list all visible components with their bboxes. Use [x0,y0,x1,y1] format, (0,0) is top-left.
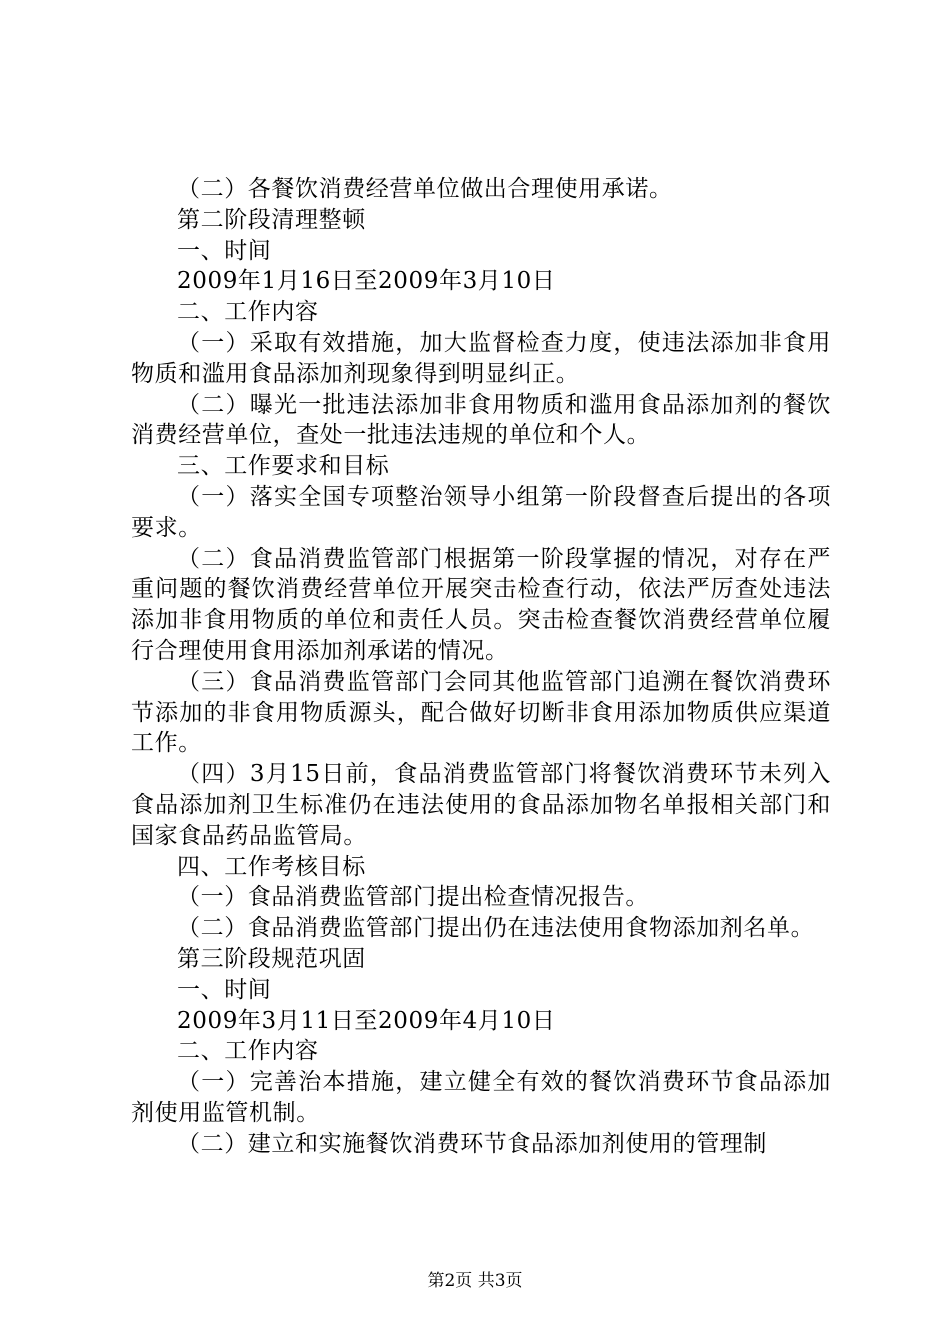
paragraph: （二）曝光一批违法添加非食用物质和滥用食品添加剂的餐饮消费经营单位，查处一批违法违规的单位和个人。 [131,391,831,449]
subheading: 二、工作内容 [177,299,319,326]
paragraph: 2009年3月11日至2009年4月10日 [177,1007,556,1034]
paragraph: （一）食品消费监管部门提出检查情况报告。 [177,884,649,911]
document-body [131,174,831,1160]
section-heading: 第二阶段清理整顿 [177,206,366,233]
subheading: 四、工作考核目标 [177,853,366,880]
paragraph: （一）落实全国专项整治领导小组第一阶段督查后提出的各项要求。 [131,483,831,541]
section-heading: 第三阶段规范巩固 [177,945,366,972]
paragraph: 2009年1月16日至2009年3月10日 [177,268,556,295]
paragraph: （四）3月15日前，食品消费监管部门将餐饮消费环节未列入食品添加剂卫生标准仍在违法使用的食品添加物名单报相关部门和国家食品药品监管局。 [131,761,831,849]
paragraph: （二）食品消费监管部门提出仍在违法使用食物添加剂名单。 [177,915,815,942]
paragraph: （三）食品消费监管部门会同其他监管部门追溯在餐饮消费环节添加的非食用物质源头，配合做好切断非食用添加物质供应渠道工作。 [131,668,831,757]
paragraph: （二）食品消费监管部门根据第一阶段掌握的情况，对存在严重问题的餐饮消费经营单位开展突击检查行动，依法严厉查处违法添加非食用物质的单位和责任人员。突击检查餐饮消费经营单位履行合理使用食用添加剂承诺的情况。 [131,545,831,664]
paragraph: （二）各餐饮消费经营单位做出合理使用承诺。 [177,176,673,202]
page-footer [0,1270,950,1292]
subheading: 二、工作内容 [177,1038,319,1065]
paragraph: （二）建立和实施餐饮消费环节食品添加剂使用的管理制 [177,1130,767,1157]
page-number-label: 第2页 共3页 [427,1271,523,1291]
subheading: 三、工作要求和目标 [177,453,390,480]
subheading: 一、时间 [177,976,272,1003]
subheading: 一、时间 [177,237,272,264]
paragraph: （一）完善治本措施，建立健全有效的餐饮消费环节食品添加剂使用监管机制。 [131,1069,831,1126]
paragraph: （一）采取有效措施，加大监督检查力度，使违法添加非食用物质和滥用食品添加剂现象得到明显纠正。 [131,329,831,387]
